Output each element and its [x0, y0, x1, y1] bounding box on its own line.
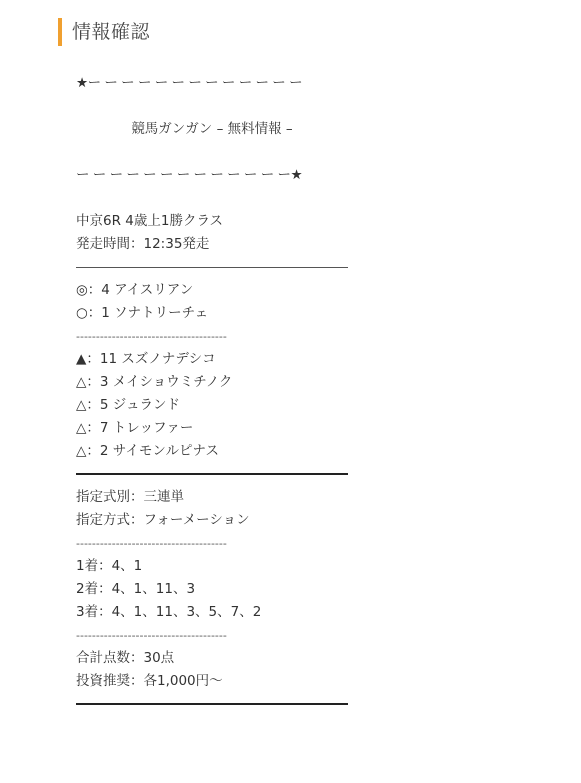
star-divider-top: ★ー ー ー ー ー ー ー ー ー ー ー ー ー	[76, 75, 303, 91]
dashed-divider: --------------------------------------	[76, 330, 227, 343]
bet-type: 指定式別：三連単	[76, 489, 184, 505]
section-heading	[58, 18, 150, 46]
blank-line	[76, 141, 366, 164]
pick-renka: △：3 メイショウミチノク	[76, 374, 233, 390]
bet-method: 指定方式：フォーメーション	[76, 512, 250, 528]
blank-line	[76, 187, 366, 210]
pick-taikou: ○：1 ソナトリーチェ	[76, 305, 209, 321]
first-place: 1着：4、1	[76, 558, 143, 574]
info-content	[76, 72, 366, 716]
dashed-divider: --------------------------------------	[76, 629, 227, 642]
pick-renka: △：2 サイモンルピナス	[76, 443, 219, 459]
thick-divider	[76, 703, 348, 705]
heading-accent-bar	[58, 18, 62, 46]
star-divider-bottom: ー ー ー ー ー ー ー ー ー ー ー ー ー★	[76, 167, 303, 183]
service-title: 競馬ガンガン – 無料情報 –	[131, 121, 293, 137]
pick-honmei: ◎：4 アイスリアン	[76, 282, 194, 298]
dashed-divider: --------------------------------------	[76, 537, 227, 550]
pick-renka: △：7 トレッファー	[76, 420, 194, 436]
start-time: 発走時間：12:35発走	[76, 236, 210, 252]
investment-recommendation: 投資推奨：各1,000円〜	[76, 673, 223, 689]
thin-divider	[76, 267, 348, 268]
second-place: 2着：4、1、11、3	[76, 581, 196, 597]
pick-renka: △：5 ジュランド	[76, 397, 180, 413]
third-place: 3着：4、1、11、3、5、7、2	[76, 604, 262, 620]
page-title: 情報確認	[72, 21, 151, 43]
blank-line	[76, 95, 366, 118]
thick-divider	[76, 473, 348, 475]
race-info: 中京6R 4歳上1勝クラス	[76, 213, 224, 229]
pick-ana: ▲：11 スズノナデシコ	[76, 351, 216, 367]
total-points: 合計点数：30点	[76, 650, 175, 666]
